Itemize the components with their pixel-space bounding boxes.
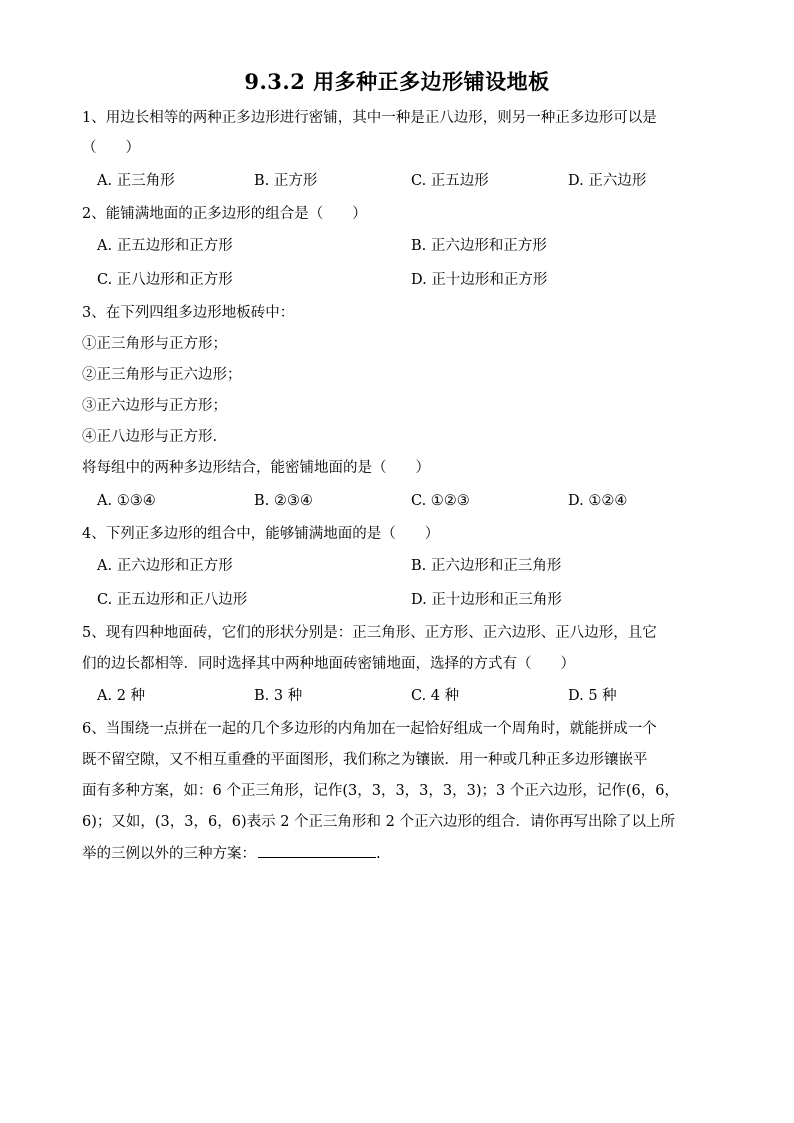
q6-answer-blank[interactable]: [258, 843, 376, 858]
q4-option-b: B. 正六边形和正三角形: [411, 558, 562, 574]
q5-option-d: D. 5 种: [568, 688, 617, 704]
q2-stem: 2、能铺满地面的正多边形的组合是（ ）: [82, 206, 367, 222]
q3-option-c: C. ①②③: [411, 493, 470, 509]
q3-question: 将每组中的两种多边形结合，能密铺地面的是（ ）: [82, 460, 430, 476]
q5-option-b: B. 3 种: [254, 688, 303, 704]
q4-option-c: C. 正五边形和正八边形: [97, 592, 248, 608]
q1-option-b: B. 正方形: [254, 173, 318, 189]
q3-item-4: ④正八边形与正方形.: [82, 429, 218, 445]
q1-option-c: C. 正五边形: [411, 173, 489, 189]
q3-option-a: A. ①③④: [97, 493, 156, 509]
q5-stem-line2: 们的边长都相等．同时选择其中两种地面砖密铺地面，选择的方式有（ ）: [82, 656, 575, 672]
q3-option-d: D. ①②④: [568, 493, 628, 509]
q6-line2: 既不留空隙，又不相互重叠的平面图形，我们称之为镶嵌．用一种或几种正多边形镶嵌平: [82, 752, 648, 768]
q6-line3: 面有多种方案，如：6 个正三角形，记作(3，3，3，3，3，3)；3 个正六边形，记作(6，6，: [82, 783, 679, 799]
q6-line1: 6、当围绕一点拼在一起的几个多边形的内角加在一起恰好组成一个周角时，就能拼成一个: [82, 721, 657, 737]
q4-option-d: D. 正十边形和正三角形: [411, 592, 562, 608]
q3-item-2: ②正三角形与正六边形；: [82, 367, 242, 383]
q2-option-b: B. 正六边形和正方形: [411, 238, 547, 254]
page-title: 9.3.2 用多种正多边形铺设地板: [244, 69, 550, 94]
q2-option-d: D. 正十边形和正方形: [411, 272, 548, 288]
q3-item-1: ①正三角形与正方形；: [82, 336, 227, 352]
q6-line5-end: .: [376, 846, 381, 862]
q3-item-3: ③正六边形与正方形；: [82, 398, 227, 414]
q6-line5-wrapper: [82, 843, 712, 864]
q6-line4: 6)；又如，(3，3，6，6)表示 2 个正三角形和 2 个正六边形的组合．请你再写出除了以上所: [82, 814, 675, 830]
q4-option-a: A. 正六边形和正方形: [97, 558, 233, 574]
q2-option-a: A. 正五边形和正方形: [97, 238, 233, 254]
q1-stem-line2: （ ）: [82, 140, 140, 156]
q1-option-a: A. 正三角形: [97, 173, 175, 189]
q5-option-c: C. 4 种: [411, 688, 460, 704]
q4-stem: 4、下列正多边形的组合中，能够铺满地面的是（ ）: [82, 526, 440, 542]
q5-option-a: A. 2 种: [97, 688, 146, 704]
q3-option-b: B. ②③④: [254, 493, 313, 509]
q6-line5: 举的三例以外的三种方案：: [82, 846, 256, 862]
q1-stem-line1: 1、用边长相等的两种正多边形进行密铺，其中一种是正八边形，则另一种正多边形可以是: [82, 110, 657, 126]
q3-stem: 3、在下列四组多边形地板砖中：: [82, 305, 295, 321]
q1-option-d: D. 正六边形: [568, 173, 647, 189]
q5-stem-line1: 5、现有四种地面砖，它们的形状分别是：正三角形、正方形、正六边形、正八边形，且它: [82, 625, 657, 641]
q2-option-c: C. 正八边形和正方形: [97, 272, 233, 288]
